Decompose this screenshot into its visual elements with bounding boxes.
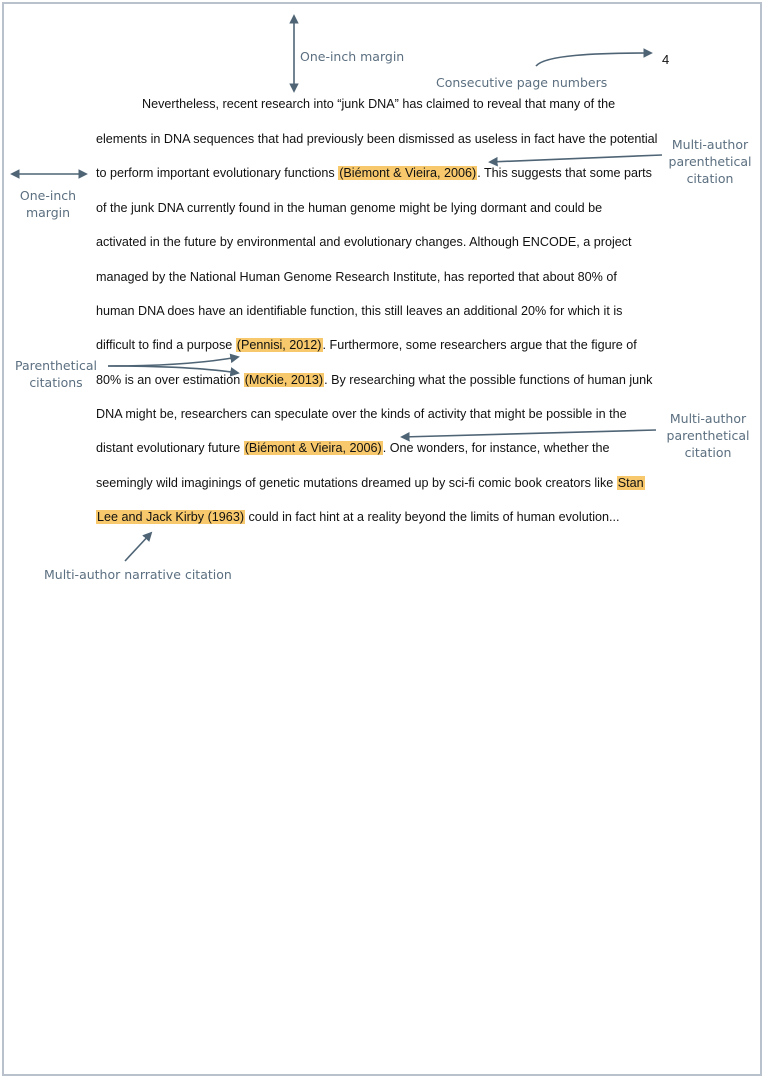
- highlighted-citation: (McKie, 2013): [244, 373, 324, 387]
- body-line: [96, 509, 620, 526]
- body-line: [96, 372, 652, 389]
- body-line: [96, 234, 632, 251]
- body-line: [96, 303, 622, 320]
- body-text-segment: to perform important evolutionary functions: [96, 166, 339, 180]
- body-line: [96, 200, 602, 217]
- page-numbers-label: Consecutive page numbers: [436, 75, 608, 90]
- body-text-segment: distant evolutionary future: [96, 441, 244, 455]
- page-frame: [2, 2, 762, 1076]
- body-line: [96, 440, 610, 457]
- body-line: [96, 131, 657, 148]
- body-text-segment: activated in the future by environmental and evolutionary changes. Although ENCODE, a project: [96, 235, 632, 249]
- body-text-segment: could in fact hint at a reality beyond the limits of human evolution...: [245, 510, 620, 524]
- multi-author-parenthetical-label-1: Multi-author parenthetical citation: [668, 137, 752, 186]
- body-text-segment: Nevertheless, recent research into “junk DNA” has claimed to reveal that many of the: [142, 97, 616, 111]
- body-text-segment: 80% is an over estimation: [96, 373, 244, 387]
- body-line: [96, 269, 617, 286]
- parenthetical-citations-label: Parenthetical citations: [14, 358, 97, 390]
- body-line: [142, 96, 615, 113]
- body-text-segment: . By researching what the possible functions of human junk: [324, 373, 653, 387]
- body-text-segment: . This suggests that some parts: [477, 166, 652, 180]
- highlighted-citation: (Pennisi, 2012): [236, 338, 322, 352]
- highlighted-citation: (Biémont & Vieira, 2006): [244, 441, 382, 455]
- body-text-segment: managed by the National Human Genome Research Institute, has reported that about 80% of: [96, 270, 617, 284]
- body-line: [96, 406, 627, 423]
- narrative-citation-label: Multi-author narrative citation: [44, 567, 232, 582]
- body-line: [96, 165, 652, 182]
- top-margin-label: One-inch margin: [300, 49, 405, 64]
- body-text-segment: DNA might be, researchers can speculate over the kinds of activity that might be possible in the: [96, 407, 627, 421]
- multi-author-parenthetical-label-2: Multi-author parenthetical citation: [666, 411, 750, 460]
- highlighted-citation: Stan: [617, 476, 644, 490]
- body-text-segment: . Furthermore, some researchers argue that the figure of: [322, 338, 637, 352]
- body-text-segment: seemingly wild imaginings of genetic mutations dreamed up by sci-fi comic book creators like: [96, 476, 617, 490]
- body-text-segment: difficult to find a purpose: [96, 338, 236, 352]
- left-margin-label: One-inch margin: [19, 188, 77, 220]
- highlighted-citation: Lee and Jack Kirby (1963): [97, 510, 245, 524]
- body-text-segment: . One wonders, for instance, whether the: [382, 441, 610, 455]
- body-text-segment: elements in DNA sequences that had previously been dismissed as useless in fact have the potential: [96, 132, 658, 146]
- body-text-segment: of the junk DNA currently found in the human genome might be lying dormant and could be: [96, 201, 603, 215]
- page-number: 4: [662, 52, 670, 67]
- body-text-segment: human DNA does have an identifiable function, this still leaves an additional 20% for which it is: [96, 304, 623, 318]
- body-line: [96, 475, 645, 492]
- body-line: [96, 337, 637, 354]
- highlighted-citation: (Biémont & Vieira, 2006): [339, 166, 477, 180]
